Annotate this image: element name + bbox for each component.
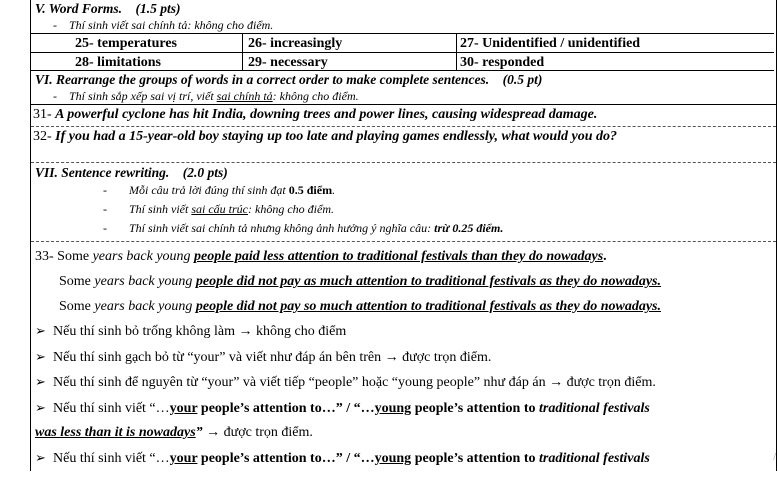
bullet-icon: ➢ bbox=[35, 374, 46, 389]
bullet-icon: ➢ bbox=[35, 348, 46, 364]
rubric-item-3: - Thí sinh viết sai chính tả nhưng không ảnh hưởng ý nghĩa câu: trừ 0.25 điểm. bbox=[103, 221, 504, 235]
criterion-1: ➢ Nếu thí sinh bỏ trống không làm → không cho điểm bbox=[31, 319, 776, 345]
arrow-icon: → bbox=[206, 425, 221, 440]
answer-28: 28- limitations bbox=[31, 52, 243, 71]
arrow-icon: → bbox=[549, 375, 564, 390]
answer-25: 25- temperatures bbox=[31, 33, 243, 52]
section-vi-title: VI. Rearrange the groups of words in a correct order to make complete sentences. (0.5 pt) bbox=[35, 72, 543, 87]
criterion-5: ➢ Nếu thí sinh viết “…your people’s attention to…” / “…young people’s attention to traditional festivals bbox=[31, 446, 776, 472]
criterion-4-cont: was less than it is nowadays” → được trọn điểm. bbox=[35, 425, 313, 440]
word-forms-grid bbox=[31, 33, 776, 71]
answer-31: 31- A powerful cyclone has hit India, downing trees and power lines, causing widespread damage. bbox=[31, 105, 776, 127]
bullet-icon: ➢ bbox=[35, 323, 46, 338]
answer-33-c: Some years back young people did not pay so much attention to traditional festivals as they do nowadays. bbox=[59, 299, 661, 314]
section-v-title: V. Word Forms. (1.5 pts) bbox=[35, 1, 181, 16]
margin-mark: / bbox=[773, 452, 776, 463]
rubric-item-2: - Thí sinh viết sai cấu trúc: không cho điểm. bbox=[103, 202, 334, 216]
answer-key-page bbox=[30, 0, 777, 471]
answer-30: 30- responded bbox=[457, 52, 774, 71]
arrow-icon: → bbox=[238, 324, 253, 339]
answer-26: 26- increasingly bbox=[243, 33, 457, 52]
section-vii-title: VII. Sentence rewriting. (2.0 pts) bbox=[35, 165, 228, 180]
answer-33-b: Some years back young people did not pay as much attention to traditional festivals as they do nowadays. bbox=[59, 274, 661, 289]
answer-table bbox=[30, 0, 777, 471]
section-v-note: - Thí sinh viết sai chính tả: không cho điểm. bbox=[53, 18, 274, 32]
answer-27: 27- Unidentified / unidentified bbox=[457, 33, 774, 52]
answer-33-a: 33- Some years back young people paid less attention to traditional festivals than they do nowadays. bbox=[35, 249, 607, 264]
rubric-item-1: - Mỗi câu trả lời đúng thí sinh đạt 0.5 điểm. bbox=[103, 183, 336, 197]
arrow-icon: → bbox=[384, 349, 399, 365]
criterion-3: ➢ Nếu thí sinh để nguyên từ “your” và viết tiếp “people” hoặc “young people” như đáp án → được trọn điểm. bbox=[31, 370, 776, 396]
criterion-2: ➢ Nếu thí sinh gạch bỏ từ “your” và viết như đáp án bên trên → được trọn điểm. bbox=[31, 345, 776, 371]
section-vi-note: - Thí sinh sắp xếp sai vị trí, viết sai chính tả: không cho điểm. bbox=[53, 89, 359, 103]
answer-32: 32- If you had a 15-year-old boy staying up too late and playing games endlessly, what would you do? bbox=[31, 127, 776, 163]
bullet-icon: ➢ bbox=[35, 449, 46, 465]
bullet-icon: ➢ bbox=[35, 399, 46, 415]
criterion-4: ➢ Nếu thí sinh viết “…your people’s attention to…” / “…young people’s attention to traditional festivals bbox=[31, 396, 776, 422]
answer-29: 29- necessary bbox=[243, 52, 457, 71]
